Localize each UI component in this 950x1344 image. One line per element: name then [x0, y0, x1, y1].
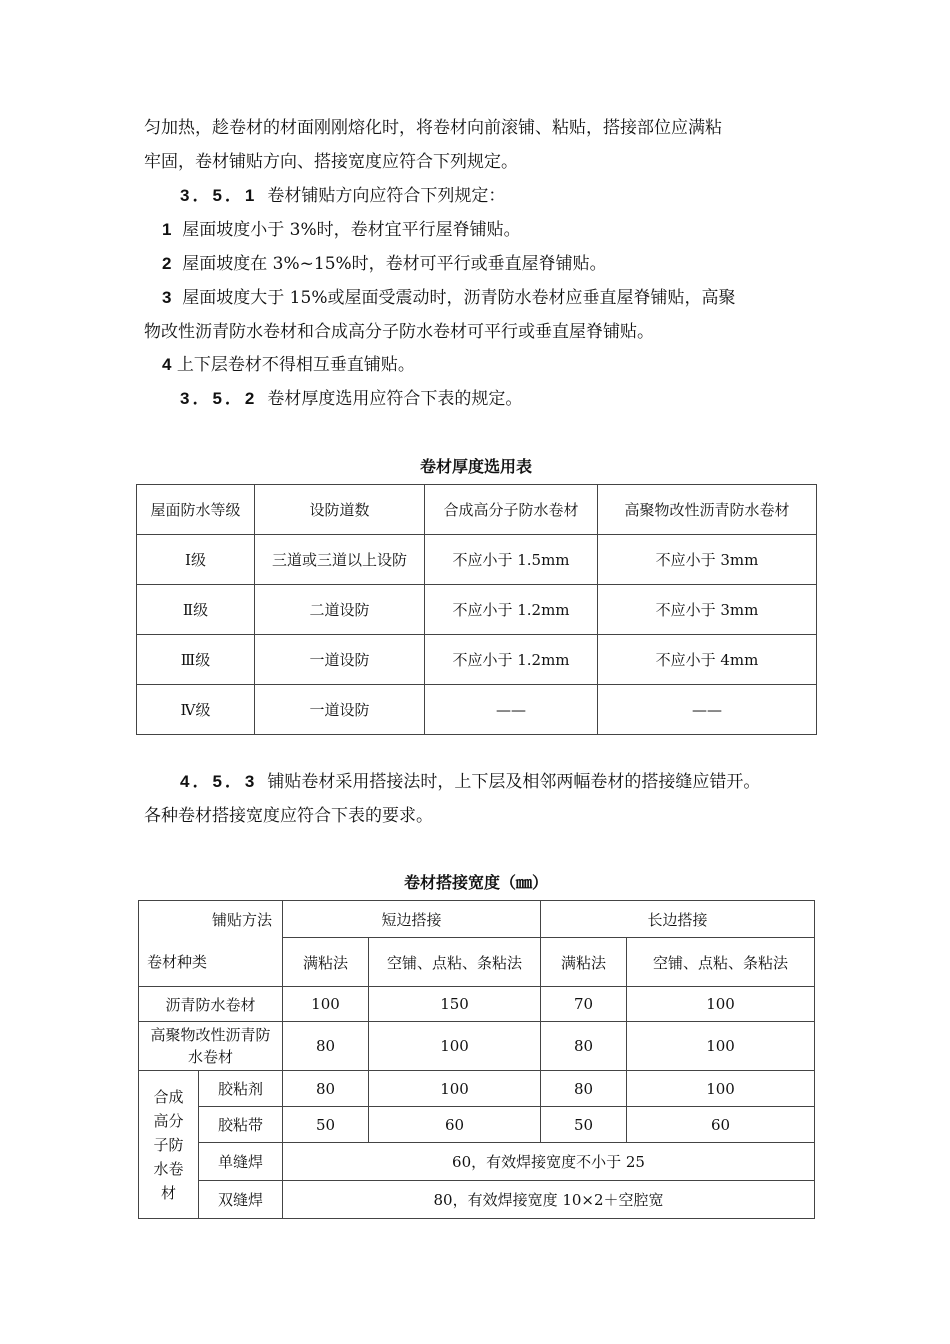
table-header-row: [139, 901, 815, 938]
table-cell: 不应小于 3mm: [598, 585, 817, 635]
item-number: 2: [162, 254, 172, 273]
table-cell: Ⅳ级: [137, 685, 255, 735]
row-label: 单缝焊: [199, 1143, 283, 1181]
table-row: [137, 635, 817, 685]
thickness-table: [136, 484, 817, 735]
paragraph-line: 牢固，卷材铺贴方向、搭接宽度应符合下列规定。: [144, 152, 518, 172]
table-cell: 100: [627, 1022, 815, 1071]
table-cell: 80: [283, 1022, 369, 1071]
section-4-5-3: [180, 765, 860, 799]
header-cell: 屋面防水等级: [137, 485, 255, 535]
section-text: 卷材厚度选用应符合下表的规定。: [267, 389, 523, 409]
section-3-5-2: [180, 382, 860, 416]
table-cell: 100: [369, 1022, 541, 1071]
table-cell: 100: [627, 987, 815, 1022]
row-label: 沥青防水卷材: [139, 987, 283, 1022]
table-row: [137, 585, 817, 635]
header-cell: 设防道数: [255, 485, 425, 535]
table-cell: 三道或三道以上设防: [255, 535, 425, 585]
list-item: [162, 348, 842, 382]
overlap-width-table: [138, 900, 815, 1219]
section-number: 4．5．3: [180, 772, 258, 791]
table-row: [139, 1071, 815, 1107]
table-row: [139, 987, 815, 1022]
table-cell: 50: [541, 1107, 627, 1143]
table-row: [139, 1181, 815, 1219]
list-item: [162, 213, 842, 247]
table-cell: ——: [425, 685, 598, 735]
header-cell: 空铺、点粘、条粘法: [627, 938, 815, 987]
table-row: [137, 685, 817, 735]
item-text: 屋面坡度小于 3%时，卷材宜平行屋脊铺贴。: [182, 220, 521, 240]
table-cell: 60: [369, 1107, 541, 1143]
header-cell: 高聚物改性沥青防水卷材: [598, 485, 817, 535]
paragraph-line: 匀加热，趁卷材的材面刚刚熔化时，将卷材向前滚铺、粘贴，搭接部位应满粘: [144, 118, 722, 138]
table-cell: 100: [369, 1071, 541, 1107]
section-3-5-1: [180, 179, 860, 213]
table-row: [139, 1107, 815, 1143]
table-row: [139, 1143, 815, 1181]
table-cell: 二道设防: [255, 585, 425, 635]
item-number: 3: [162, 288, 172, 307]
table-cell: 80，有效焊接宽度 10×2＋空腔宽: [283, 1181, 815, 1219]
header-cell: 合成高分子防水卷材: [425, 485, 598, 535]
item-text: 屋面坡度大于 15%或屋面受震动时，沥青防水卷材应垂直屋脊铺贴，高聚: [182, 288, 736, 308]
table-cell: ——: [598, 685, 817, 735]
table1-title: 卷材厚度选用表: [419, 457, 532, 476]
table-cell: 一道设防: [255, 635, 425, 685]
paragraph-line: 各种卷材搭接宽度应符合下表的要求。: [144, 806, 433, 826]
table-header-row: [137, 485, 817, 535]
row-label: 胶粘带: [199, 1107, 283, 1143]
item-text: 屋面坡度在 3%~15%时，卷材可平行或垂直屋脊铺贴。: [182, 254, 607, 274]
table-cell: 80: [541, 1071, 627, 1107]
corner-top-label: 铺贴方法: [211, 911, 272, 929]
table2-title: 卷材搭接宽度（㎜）: [403, 873, 548, 892]
table-cell: 150: [369, 987, 541, 1022]
list-item: [162, 281, 842, 315]
header-cell: 满粘法: [283, 938, 369, 987]
table-cell: 不应小于 1.2mm: [425, 585, 598, 635]
table-cell: 80: [541, 1022, 627, 1071]
item-number: 1: [162, 220, 172, 239]
item-number: 4: [162, 355, 172, 374]
table-cell: 不应小于 1.5mm: [425, 535, 598, 585]
row-label: 高聚物改性沥青防水卷材: [139, 1022, 283, 1071]
section-text: 铺贴卷材采用搭接法时，上下层及相邻两幅卷材的搭接缝应错开。: [267, 772, 761, 792]
table-row: [137, 535, 817, 585]
header-cell: 空铺、点粘、条粘法: [369, 938, 541, 987]
table-cell: Ⅲ级: [137, 635, 255, 685]
table-cell: 60: [627, 1107, 815, 1143]
header-cell: 短边搭接: [283, 901, 541, 938]
table-cell: 不应小于 1.2mm: [425, 635, 598, 685]
table-cell: 50: [283, 1107, 369, 1143]
table-cell: 100: [283, 987, 369, 1022]
table-cell: 60，有效焊接宽度不小于 25: [283, 1143, 815, 1181]
row-label: 双缝焊: [199, 1181, 283, 1219]
table-cell: 100: [627, 1071, 815, 1107]
paragraph-line: 物改性沥青防水卷材和合成高分子防水卷材可平行或垂直屋脊铺贴。: [144, 322, 654, 342]
table-cell: Ⅱ级: [137, 585, 255, 635]
corner-header-cell: [139, 901, 283, 987]
list-item: [162, 247, 842, 281]
section-text: 卷材铺贴方向应符合下列规定：: [267, 186, 506, 206]
table-cell: 80: [283, 1071, 369, 1107]
table-row: [139, 1022, 815, 1071]
table-cell: 70: [541, 987, 627, 1022]
section-number: 3．5．1: [180, 186, 258, 205]
group-label: 合成高分子防水卷材: [139, 1071, 199, 1219]
table-cell: 一道设防: [255, 685, 425, 735]
table-cell: 不应小于 3mm: [598, 535, 817, 585]
item-text: 上下层卷材不得相互垂直铺贴。: [176, 355, 415, 375]
table-cell: 不应小于 4mm: [598, 635, 817, 685]
table-cell: Ⅰ级: [137, 535, 255, 585]
corner-bottom-label: 卷材种类: [147, 953, 208, 971]
header-cell: 长边搭接: [541, 901, 815, 938]
header-cell: 满粘法: [541, 938, 627, 987]
row-label: 胶粘剂: [199, 1071, 283, 1107]
section-number: 3．5．2: [180, 389, 258, 408]
